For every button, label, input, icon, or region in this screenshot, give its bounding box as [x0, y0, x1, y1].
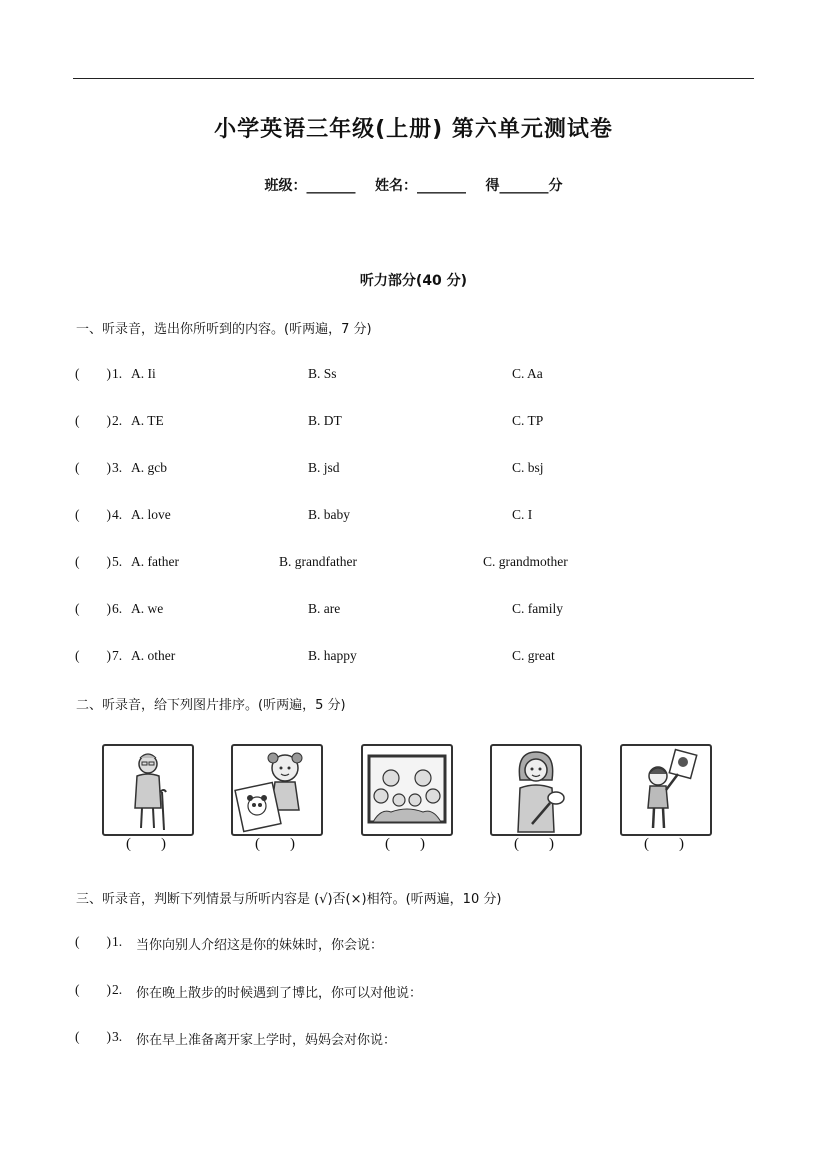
answer-bracket[interactable]: ( )	[255, 836, 295, 852]
option-c: C. family	[512, 601, 563, 616]
option-b: B. baby	[308, 507, 350, 522]
answer-bracket[interactable]: ( )	[75, 460, 111, 475]
mother-cooking-icon	[490, 744, 582, 836]
question-number: 1.	[112, 934, 123, 949]
option-c: C. great	[512, 648, 555, 663]
part1-heading: 一、听录音，选出你所听到的内容。(听两遍，7 分)	[76, 322, 372, 337]
option-b: B. DT	[308, 413, 342, 428]
boy-holding-photo-icon	[620, 744, 712, 836]
option-a: A. father	[131, 554, 179, 569]
picture-row	[100, 744, 720, 859]
listening-section-title: 听力部分(40 分)	[359, 273, 468, 289]
scenario-text: 你在早上准备离开家上学时，妈妈会对你说：	[136, 1033, 397, 1048]
option-b: B. grandfather	[279, 554, 357, 569]
question-number: 6.	[112, 601, 123, 616]
header-rule	[73, 78, 754, 79]
option-a: A. TE	[131, 413, 164, 428]
question-row	[75, 413, 755, 433]
family-photo-icon	[361, 744, 453, 836]
answer-bracket[interactable]: ( )	[75, 554, 111, 569]
question-row	[75, 554, 755, 574]
answer-bracket[interactable]: ( )	[75, 507, 111, 522]
answer-bracket[interactable]: ( )	[385, 836, 425, 852]
answer-bracket[interactable]: ( )	[75, 366, 111, 381]
answer-bracket[interactable]: ( )	[75, 1029, 111, 1044]
grandmother-with-cane-icon	[102, 744, 194, 836]
answer-bracket[interactable]: ( )	[644, 836, 684, 852]
question-number: 7.	[112, 648, 123, 663]
option-b: B. jsd	[308, 460, 340, 475]
option-b: B. happy	[308, 648, 357, 663]
part3-heading: 三、听录音，判断下列情景与所听内容是 (√)否(×)相符。(听两遍，10 分)	[76, 892, 502, 907]
page-title: 小学英语三年级(上册) 第六单元测试卷	[214, 117, 613, 142]
question-number: 3.	[112, 460, 123, 475]
part2-heading: 二、听录音，给下列图片排序。(听两遍，5 分)	[76, 698, 346, 713]
option-c: C. grandmother	[483, 554, 568, 569]
option-c: C. Aa	[512, 366, 543, 381]
question-number: 4.	[112, 507, 123, 522]
question-number: 2.	[112, 413, 123, 428]
option-c: C. I	[512, 507, 533, 522]
answer-bracket[interactable]: ( )	[126, 836, 166, 852]
option-b: B. are	[308, 601, 341, 616]
option-a: A. gcb	[131, 460, 167, 475]
option-a: A. we	[131, 601, 164, 616]
question-number: 5.	[112, 554, 123, 569]
answer-bracket[interactable]: ( )	[75, 601, 111, 616]
answer-bracket[interactable]: ( )	[75, 934, 111, 949]
answer-bracket[interactable]: ( )	[514, 836, 554, 852]
question-number: 2.	[112, 982, 123, 997]
option-c: C. TP	[512, 413, 544, 428]
question-row	[75, 648, 755, 668]
girl-drawing-panda-icon	[231, 744, 323, 836]
scenario-text: 你在晚上散步的时候遇到了博比，你可以对他说：	[136, 986, 423, 1001]
question-row	[75, 507, 755, 527]
option-a: A. love	[131, 507, 171, 522]
question-row	[75, 460, 755, 480]
answer-bracket[interactable]: ( )	[75, 648, 111, 663]
scenario-text: 当你向别人介绍这是你的妹妹时，你会说：	[136, 938, 384, 953]
answer-bracket[interactable]: ( )	[75, 982, 111, 997]
student-info-line: 班级：_______ 姓名：_______ 得_______分	[264, 178, 563, 194]
question-row	[75, 366, 755, 386]
option-b: B. Ss	[308, 366, 337, 381]
option-a: A. other	[131, 648, 176, 663]
option-a: A. Ii	[131, 366, 156, 381]
question-number: 3.	[112, 1029, 123, 1044]
question-row	[75, 601, 755, 621]
question-number: 1.	[112, 366, 123, 381]
option-c: C. bsj	[512, 460, 544, 475]
answer-bracket[interactable]: ( )	[75, 413, 111, 428]
